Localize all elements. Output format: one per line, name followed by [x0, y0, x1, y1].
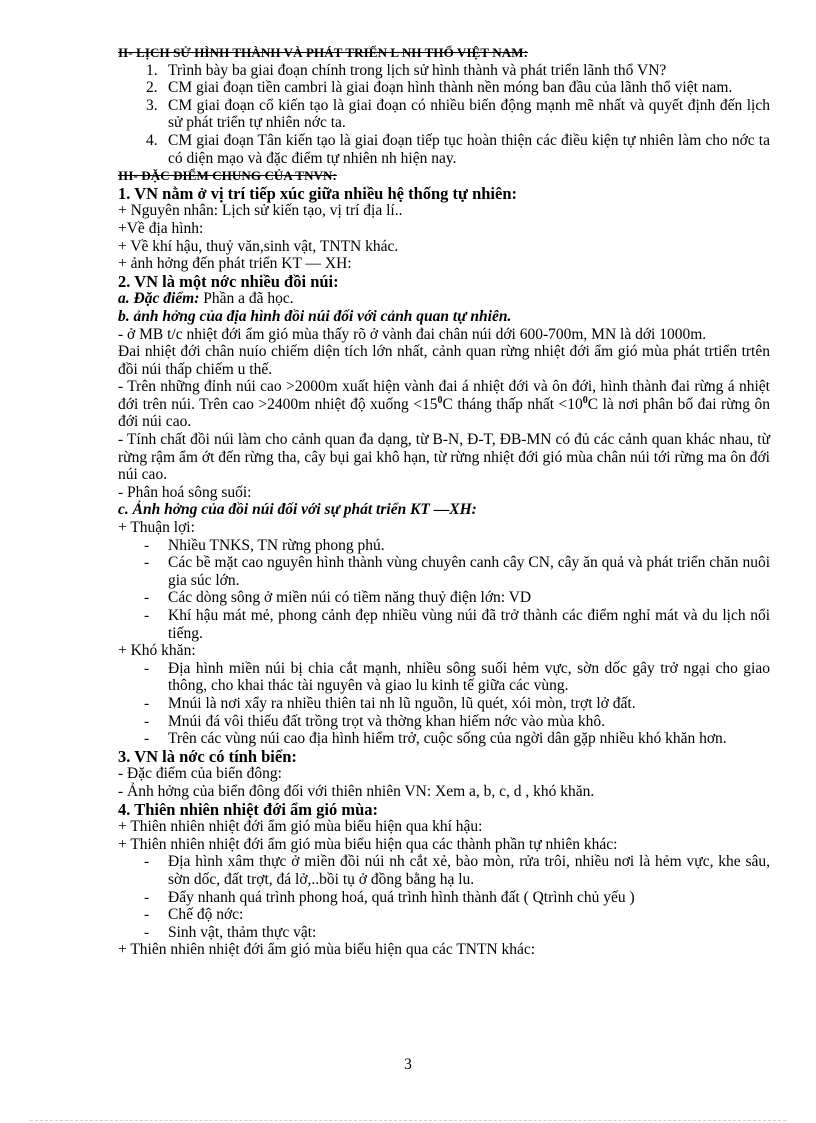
list-item: - Các dòng sông ở miền núi có tiềm năng thuỷ điện lớn: VD [144, 589, 532, 607]
text-line: + Về khí hậu, thuỷ văn,sinh vật, TNTN khác. [118, 237, 399, 255]
advantages-list [118, 537, 770, 643]
list-item: 2. CM giai đoạn tiền cambri là giai đoạn hình thành nền móng ban đầu của lãnh thổ việt nam. [146, 79, 733, 97]
paragraph: - Tính chất đồi núi làm cho cảnh quan đa dạng, từ B-N, Đ-T, ĐB-MN có đủ các cảnh quan khác nhau, từ rừng rậm ẩm ớt đến rừng tha, cây bụi gai khô hạn, từ rừng nhiệt đới gió mùa chân núi tới rừng ma ôn đới núi cao. [118, 431, 770, 484]
list-item: - Mnúi là nơi xẩy ra nhiều thiên tai nh lũ nguồn, lũ quét, xói mòn, trợt lở đất. [144, 694, 636, 712]
paragraph: - Trên những đỉnh núi cao >2000m xuất hiện vành đai á nhiệt đới và ôn đới, hình thành đai rừng á nhiệt đới trên núi. Trên cao >2400m nhiệt độ xuống $<15^0C$ tháng thấp nhất $<10^0C$ là nơi phân bố đai rừng ôn đới núi cao. [118, 378, 771, 431]
nature-components-list [118, 853, 770, 941]
paragraph: Đai nhiệt đới chân nuío chiếm diện tích lớn nhất, cảnh quan rừng nhiệt đới ẩm gió mùa phát trtiển trtên đồi núi thấp chiếm u thế. [118, 343, 770, 378]
text-line: a. Đặc điểm: Phần a đã học. [118, 290, 294, 308]
list-item: 4. CM giai đoạn Tân kiến tạo là giai đoạn tiếp tục hoàn thiện các điều kiện tự nhiên làm cho nớc ta có diện mạo và đặc điểm tự nhiên nh hiện nay. [146, 131, 770, 167]
list-item: - Địa hình miền núi bị chia cắt mạnh, nhiều sông suối hẻm vực, sờn dốc gây trở ngại cho giao thông, cho khai thác tài nguyên và giao lu kinh tế giữa các vùng. [144, 659, 770, 695]
text-line: + ảnh hởng đến phát triển KT — XH: [118, 255, 352, 273]
text-line: + Nguyên nhân: Lịch sử kiến tạo, vị trí địa lí.. [118, 202, 403, 220]
text-line: - Ảnh hởng của biển đông đối với thiên nhiên VN: Xem a, b, c, d , khó khăn. [118, 782, 595, 800]
subsection-3-heading: 3. VN là nớc có tính biển: [118, 746, 297, 766]
subsection-2-heading: 2. VN là một nớc nhiều đồi núi: [118, 271, 339, 291]
paragraph: - ở MB t/c nhiệt đới ẩm gió mùa thấy rõ ở vành đai chân núi dới 600-700m, MN là dới 1000m. [118, 325, 707, 343]
text-line: + Thiên nhiên nhiệt đới ẩm gió mùa biểu hiện qua khí hậu: [118, 818, 483, 836]
subheading-b: b. ảnh hởng của địa hình đồi núi đối với cảnh quan tự nhiên. [118, 307, 512, 325]
text-line: - Phân hoá sông suối: [118, 483, 252, 501]
text-line: + Thuận lợi: [118, 519, 195, 537]
list-item: - Chế độ nớc: [144, 906, 244, 924]
list-item: - Các bề mặt cao nguyên hình thành vùng chuyên canh cây CN, cây ăn quả và phát triển chăn nuôi gia súc lớn. [144, 554, 770, 589]
list-item: - Khí hậu mát mẻ, phong cảnh đẹp nhiều vùng núi đã trở thành các điểm nghỉ mát và du lịch nổi tiếng. [144, 607, 770, 642]
text-line: +Về địa hình: [118, 219, 204, 237]
list-item: - Địa hình xâm thực ở miền đồi núi nh cắt xẻ, bào mòn, rửa trôi, nhiều nơi là hẻm vực, khe sâu, sờn dốc, đất trợt, đá lở,..bồi tụ ở đồng bằng hạ lu. [144, 853, 770, 888]
list-item: - Nhiều TNKS, TN rừng phong phú. [144, 536, 385, 554]
page-number: 3 [404, 1056, 412, 1073]
list-item: - Đẩy nhanh quá trình phong hoá, quá trình hình thành đất ( Qtrình chủ yếu ) [144, 888, 635, 906]
list-item: - Trên các vùng núi cao địa hình hiểm trở, cuộc sống của ngời dân gặp nhiều khó khăn hơn. [144, 730, 727, 748]
section-2-header: II- LỊCH SỬ HÌNH THÀNH VÀ PHÁT TRIỂN L NH THỔ VIỆT NAM: [118, 45, 529, 60]
subsection-4-heading: 4. Thiên nhiên nhiệt đới ẩm gió mùa: [118, 799, 379, 819]
subsection-1-heading: 1. VN nằm ở vị trí tiếp xúc giữa nhiều hệ thống tự nhiên: [118, 183, 518, 203]
list-item: 1. Trình bày ba giai đoạn chính trong lịch sử hình thành và phát triển lãnh thổ VN? [146, 61, 667, 79]
text-line: + Thiên nhiên nhiệt đới ẩm gió mùa biểu hiện qua các thành phần tự nhiên khác: [118, 835, 618, 853]
text-line: - Đặc điểm của biển đông: [118, 765, 282, 783]
document-page [118, 44, 770, 959]
text-line: + Khó khăn: [118, 642, 196, 660]
text-line: + Thiên nhiên nhiệt đới ẩm gió mùa biểu hiện qua các TNTN khác: [118, 941, 536, 959]
section-2-list [118, 62, 770, 168]
list-item: - Sinh vật, thảm thực vật: [144, 923, 317, 941]
list-item: 3. CM giai đoạn cổ kiến tạo là giai đoạn có nhiều biến động mạnh mẽ nhất và quyết định đến lịch sử phát triển tự nhiên nớc ta. [146, 96, 770, 132]
difficulties-list [118, 660, 770, 748]
subheading-c: c. Ảnh hởng của đồi núi đối với sự phát triển KT —XH: [118, 501, 477, 519]
list-item: - Mnúi đá vôi thiếu đất trồng trọt và thờng khan hiếm nớc vào mùa khô. [144, 712, 605, 730]
section-3-header: III- ĐẶC ĐIỂM CHUNG CỦA TNVN: [118, 168, 337, 184]
page-edge-divider [30, 1120, 786, 1121]
